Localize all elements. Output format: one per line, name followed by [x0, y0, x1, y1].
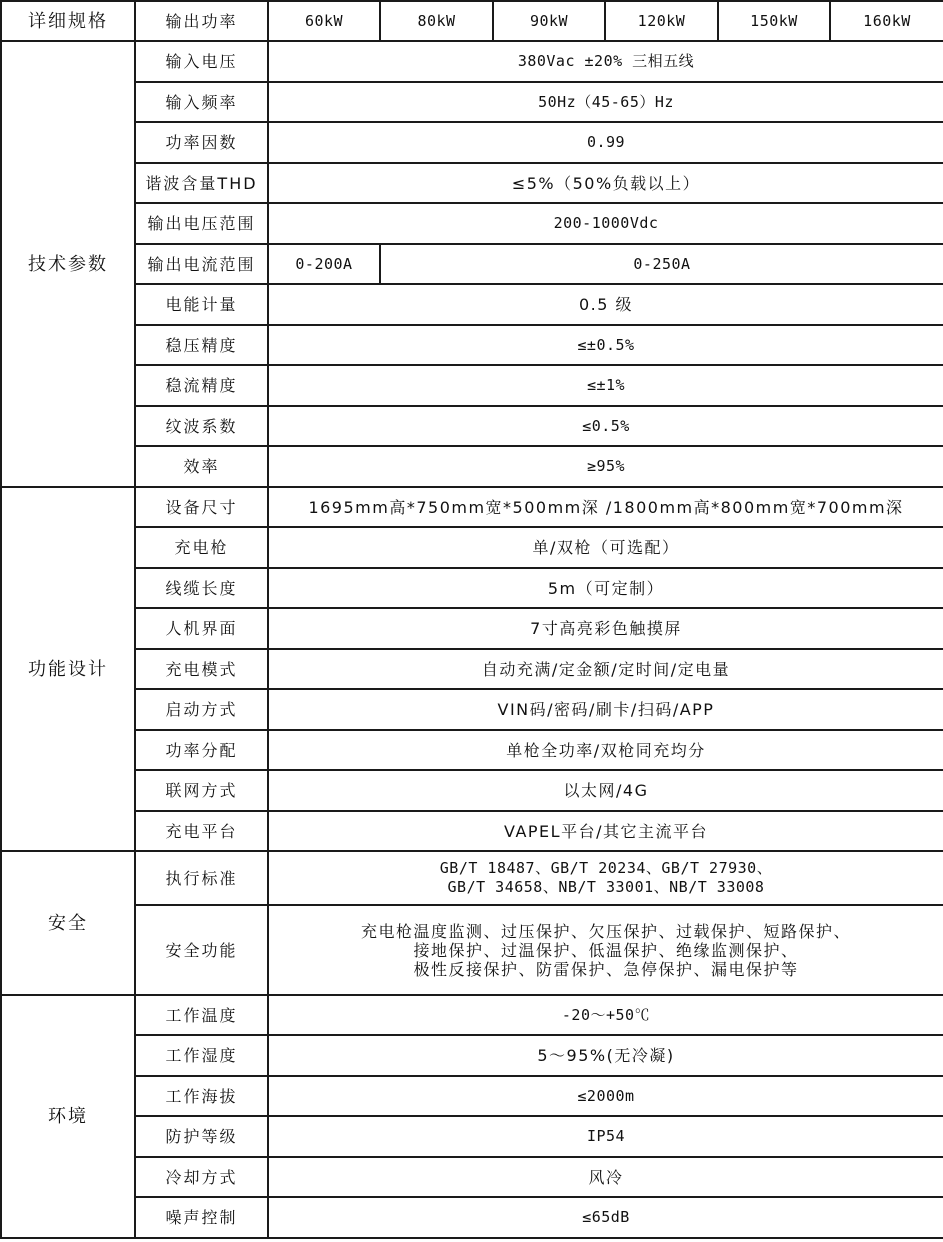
table-row: [1, 527, 943, 568]
row-value: -20～+50℃: [268, 995, 943, 1035]
table-row: [1, 649, 943, 689]
row-label: 纹波系数: [135, 406, 268, 446]
table-row: [1, 406, 943, 446]
row-label: 功率因数: [135, 122, 268, 163]
table-row: [1, 365, 943, 406]
row-label: 启动方式: [135, 689, 268, 730]
row-label: 充电模式: [135, 649, 268, 689]
row-value-others: 0-250A: [380, 244, 943, 284]
row-label: 设备尺寸: [135, 487, 268, 527]
power-90kw: 90kW: [493, 1, 605, 41]
table-row: [1, 163, 943, 203]
table-row: [1, 1116, 943, 1157]
table-row: [1, 41, 943, 82]
row-value: ≤5%（50%负载以上）: [268, 163, 943, 203]
row-value: VIN码/密码/刷卡/扫码/APP: [268, 689, 943, 730]
row-value: 0.5 级: [268, 284, 943, 325]
table-row: [1, 689, 943, 730]
row-value: 单/双枪（可选配）: [268, 527, 943, 568]
table-row: [1, 568, 943, 608]
row-label: 电能计量: [135, 284, 268, 325]
row-label: 噪声控制: [135, 1197, 268, 1238]
table-row: [1, 905, 943, 995]
safety-function-line: 极性反接保护、防雷保护、急停保护、漏电保护等: [413, 959, 799, 979]
table-row: [1, 770, 943, 811]
row-label: 防护等级: [135, 1116, 268, 1157]
table-row: [1, 730, 943, 770]
row-label: 输出电压范围: [135, 203, 268, 244]
row-label: 工作海拔: [135, 1076, 268, 1116]
table-row: [1, 1197, 943, 1238]
table-row: [1, 446, 943, 487]
row-label: 输入频率: [135, 82, 268, 122]
row-value-60kw: 0-200A: [268, 244, 380, 284]
row-value: 7寸高亮彩色触摸屏: [268, 608, 943, 649]
row-value: 5m（可定制）: [268, 568, 943, 608]
row-label: 充电平台: [135, 811, 268, 851]
row-value: ≥95%: [268, 446, 943, 487]
table-row: [1, 203, 943, 244]
table-row: [1, 487, 943, 527]
row-value: ≤±0.5%: [268, 325, 943, 365]
category-technical: 技术参数: [1, 41, 135, 487]
row-label: 冷却方式: [135, 1157, 268, 1197]
row-value: IP54: [268, 1116, 943, 1157]
power-150kw: 150kW: [718, 1, 830, 41]
row-label: 执行标准: [135, 851, 268, 905]
table-row: [1, 122, 943, 163]
row-label: 功率分配: [135, 730, 268, 770]
table-row: [1, 325, 943, 365]
category-safety: 安全: [1, 851, 135, 995]
row-value: ≤65dB: [268, 1197, 943, 1238]
power-60kw: 60kW: [268, 1, 380, 41]
row-label: 充电枪: [135, 527, 268, 568]
row-label: 稳压精度: [135, 325, 268, 365]
row-value: ≤±1%: [268, 365, 943, 406]
safety-function-line: 接地保护、过温保护、低温保护、绝缘监测保护、: [413, 940, 799, 960]
row-label: 输出电流范围: [135, 244, 268, 284]
row-value: 风冷: [268, 1157, 943, 1197]
table-row: [1, 608, 943, 649]
row-value: 50Hz（45-65）Hz: [268, 82, 943, 122]
row-value: 1695mm高*750mm宽*500mm深 /1800mm高*800mm宽*700mm深: [268, 487, 943, 527]
row-label: 安全功能: [135, 905, 268, 995]
row-label: 联网方式: [135, 770, 268, 811]
table-row: [1, 284, 943, 325]
detail-spec-header: 详细规格: [1, 1, 135, 41]
output-power-header: 输出功率: [135, 1, 268, 41]
row-label: 输入电压: [135, 41, 268, 82]
row-value: 自动充满/定金额/定时间/定电量: [268, 649, 943, 689]
row-label: 效率: [135, 446, 268, 487]
table-row: [1, 1076, 943, 1116]
row-value: VAPEL平台/其它主流平台: [268, 811, 943, 851]
table-row: [1, 1035, 943, 1076]
header-row: [1, 1, 943, 41]
row-value: ≤0.5%: [268, 406, 943, 446]
row-value: 以太网/4G: [268, 770, 943, 811]
table-row: [1, 851, 943, 905]
row-value: 单枪全功率/双枪同充均分: [268, 730, 943, 770]
table-row: [1, 244, 943, 284]
row-value: 200-1000Vdc: [268, 203, 943, 244]
row-value: 5～95%(无冷凝): [268, 1035, 943, 1076]
row-value: 0.99: [268, 122, 943, 163]
standards-line: GB/T 18487、GB/T 20234、GB/T 27930、: [439, 859, 773, 877]
row-value: [268, 905, 943, 995]
table-row: [1, 811, 943, 851]
safety-function-line: 充电枪温度监测、过压保护、欠压保护、过载保护、短路保护、: [360, 921, 851, 941]
category-environment: 环境: [1, 995, 135, 1238]
power-80kw: 80kW: [380, 1, 493, 41]
row-label: 工作湿度: [135, 1035, 268, 1076]
row-value: 380Vac ±20% 三相五线: [268, 41, 943, 82]
table-row: [1, 1157, 943, 1197]
power-120kw: 120kW: [605, 1, 718, 41]
row-label: 稳流精度: [135, 365, 268, 406]
row-label: 谐波含量THD: [135, 163, 268, 203]
standards-line: GB/T 34658、NB/T 33001、NB/T 33008: [447, 878, 765, 896]
row-label: 工作温度: [135, 995, 268, 1035]
row-label: 人机界面: [135, 608, 268, 649]
row-label: 线缆长度: [135, 568, 268, 608]
category-function: 功能设计: [1, 487, 135, 851]
power-160kw: 160kW: [830, 1, 943, 41]
table-row: [1, 995, 943, 1035]
table-row: [1, 82, 943, 122]
row-value: [268, 851, 943, 905]
row-value: ≤2000m: [268, 1076, 943, 1116]
